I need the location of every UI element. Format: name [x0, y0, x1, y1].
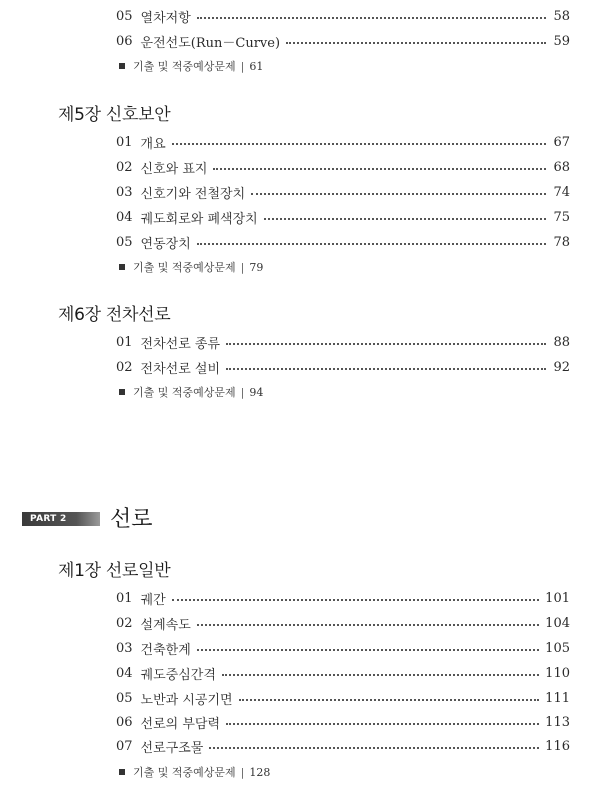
exam-entry[interactable] [119, 58, 263, 74]
separator: | [240, 59, 245, 73]
entry-page: 116 [545, 738, 570, 754]
entry-title: 열차저항 [140, 10, 191, 26]
entry-number: 01 [116, 334, 133, 350]
entry-title: 신호와 표지 [140, 161, 208, 177]
dot-leader [251, 193, 546, 195]
toc-entry[interactable] [116, 637, 570, 659]
entry-number: 05 [116, 8, 133, 24]
dot-leader [197, 17, 546, 19]
entry-number: 03 [116, 184, 133, 200]
entry-title: 연동장치 [140, 236, 191, 252]
entry-title: 선로구조물 [140, 740, 204, 756]
toc-entry[interactable] [116, 206, 570, 228]
entry-title: 건축한계 [140, 642, 191, 658]
entry-page: 105 [545, 640, 570, 656]
exam-label: 기출 및 적중예상문제 [133, 261, 236, 274]
toc-entry[interactable] [116, 612, 570, 634]
entry-title: 노반과 시공기면 [140, 692, 233, 708]
exam-label: 기출 및 적중예상문제 [133, 766, 236, 779]
entry-page: 75 [553, 209, 570, 225]
bullet-square-icon [119, 769, 125, 775]
dot-leader [172, 599, 540, 601]
toc-entry[interactable] [116, 156, 570, 178]
dot-leader [226, 343, 546, 345]
bullet-square-icon [119, 63, 125, 69]
chapter-title[interactable]: 제5장 신호보안 [58, 105, 171, 125]
entry-number: 04 [116, 665, 133, 681]
toc-entry[interactable] [116, 356, 570, 378]
dot-leader [197, 624, 539, 626]
entry-page: 101 [545, 590, 570, 606]
exam-entry[interactable] [119, 259, 263, 275]
entry-number: 02 [116, 615, 133, 631]
entry-page: 111 [545, 690, 570, 706]
entry-page: 104 [545, 615, 570, 631]
exam-entry[interactable] [119, 764, 270, 780]
entry-page: 67 [553, 134, 570, 150]
dot-leader [264, 218, 546, 220]
entry-number: 05 [116, 234, 133, 250]
toc-entry[interactable] [116, 687, 570, 709]
entry-title: 설계속도 [140, 617, 191, 633]
toc-entry[interactable] [116, 662, 570, 684]
entry-page: 78 [553, 234, 570, 250]
entry-page: 92 [553, 359, 570, 375]
separator: | [240, 385, 245, 399]
entry-number: 02 [116, 359, 133, 375]
entry-page: 68 [553, 159, 570, 175]
bullet-square-icon [119, 389, 125, 395]
entry-title: 신호기와 전철장치 [140, 186, 246, 202]
dot-leader [197, 243, 546, 245]
entry-page: 58 [553, 8, 570, 24]
entry-number: 06 [116, 33, 133, 49]
part-badge: PART 2 [22, 512, 100, 526]
exam-page: 128 [249, 765, 271, 779]
toc-entry[interactable] [116, 711, 570, 733]
part-title[interactable]: 선로 [110, 507, 153, 532]
dot-leader [172, 143, 546, 145]
entry-page: 110 [545, 665, 570, 681]
toc-entry[interactable] [116, 735, 570, 757]
entry-title: 개요 [140, 136, 166, 152]
bullet-square-icon [119, 264, 125, 270]
dot-leader [239, 699, 540, 701]
entry-title: 운전선도(Run－Curve) [140, 35, 281, 51]
entry-number: 02 [116, 159, 133, 175]
exam-page: 79 [249, 260, 264, 274]
dot-leader [197, 649, 539, 651]
entry-page: 74 [553, 184, 570, 200]
dot-leader [213, 168, 546, 170]
entry-number: 06 [116, 714, 133, 730]
entry-number: 05 [116, 690, 133, 706]
entry-title: 전차선로 종류 [140, 336, 221, 352]
entry-title: 궤간 [140, 592, 166, 608]
toc-entry[interactable] [116, 331, 570, 353]
toc-entry[interactable] [116, 5, 570, 27]
entry-page: 59 [553, 33, 570, 49]
toc-entry[interactable] [116, 231, 570, 253]
entry-title: 선로의 부담력 [140, 716, 221, 732]
entry-number: 03 [116, 640, 133, 656]
entry-title: 궤도중심간격 [140, 667, 216, 683]
exam-label: 기출 및 적중예상문제 [133, 60, 236, 73]
chapter-title[interactable]: 제6장 전차선로 [58, 305, 171, 325]
dot-leader [226, 368, 546, 370]
toc-entry[interactable] [116, 30, 570, 52]
dot-leader [222, 674, 539, 676]
entry-page: 88 [553, 334, 570, 350]
dot-leader [286, 42, 546, 44]
separator: | [240, 765, 245, 779]
chapter-title[interactable]: 제1장 선로일반 [58, 561, 171, 581]
exam-label: 기출 및 적중예상문제 [133, 386, 236, 399]
toc-entry[interactable] [116, 181, 570, 203]
entry-number: 07 [116, 738, 133, 754]
exam-page: 61 [249, 59, 264, 73]
separator: | [240, 260, 245, 274]
entry-title: 궤도회로와 폐색장치 [140, 211, 258, 227]
exam-page: 94 [249, 385, 264, 399]
toc-entry[interactable] [116, 587, 570, 609]
entry-number: 04 [116, 209, 133, 225]
entry-number: 01 [116, 134, 133, 150]
entry-number: 01 [116, 590, 133, 606]
toc-entry[interactable] [116, 131, 570, 153]
exam-entry[interactable] [119, 384, 263, 400]
entry-page: 113 [545, 714, 570, 730]
entry-title: 전차선로 설비 [140, 361, 221, 377]
dot-leader [226, 723, 539, 725]
dot-leader [209, 747, 539, 749]
